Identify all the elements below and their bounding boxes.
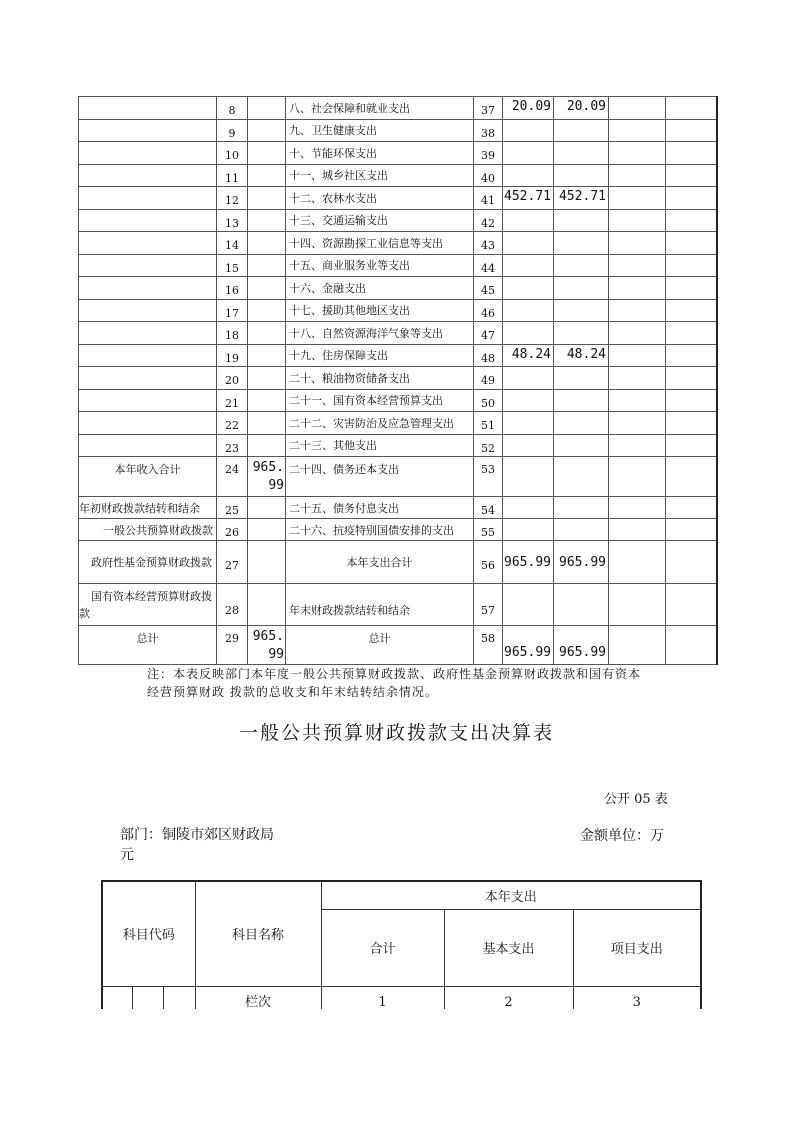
expense-label: 十三、交通运输支出 [286, 209, 474, 232]
expense-general [554, 519, 609, 541]
expense-label: 二十六、抗疫特别国债安排的支出 [286, 519, 474, 541]
expense-line-no: 48 [474, 344, 503, 367]
expense-line-no: 46 [474, 299, 503, 322]
expense-line-no: 42 [474, 209, 503, 232]
expense-total [503, 519, 554, 541]
income-line-no: 25 [217, 497, 248, 519]
expense-line-no: 53 [474, 457, 503, 497]
expense-general [554, 584, 609, 626]
amount-unit-label: 金额单位：万 [580, 828, 664, 844]
expense-total [503, 412, 554, 435]
table-row-income_total [79, 457, 717, 497]
expense-general [554, 434, 609, 457]
expense-total [503, 497, 554, 519]
expense-total [503, 254, 554, 277]
income-value: 965.99 [248, 457, 286, 497]
table-row [79, 209, 717, 232]
header-spend: 本年支出 [321, 881, 701, 909]
expense-fund [609, 344, 666, 367]
expense-state-capital [666, 119, 717, 142]
expense-line-no: 38 [474, 119, 503, 142]
expense-label: 十六、金融支出 [286, 277, 474, 300]
expense-line-no: 37 [474, 97, 503, 120]
income-line-no: 16 [217, 277, 248, 300]
expense-general [554, 412, 609, 435]
income-label: 本年收入合计 [79, 457, 217, 497]
expense-state-capital [666, 457, 717, 497]
income-line-no: 15 [217, 254, 248, 277]
expense-fund [609, 497, 666, 519]
table-row [79, 119, 717, 142]
expense-fund [609, 367, 666, 390]
expense-total: 452.71 [503, 187, 554, 210]
expense-label: 二十一、国有资本经营预算支出 [286, 389, 474, 412]
expense-general [554, 497, 609, 519]
expense-state-capital [666, 344, 717, 367]
income-value [248, 584, 286, 626]
income-line-no: 13 [217, 209, 248, 232]
income-line-no: 26 [217, 519, 248, 541]
expense-label: 十、节能环保支出 [286, 142, 474, 165]
unit-wrap-text: 元 [120, 847, 134, 863]
table-row [79, 322, 717, 345]
expense-line-no: 45 [474, 277, 503, 300]
expense-state-capital [666, 277, 717, 300]
table-row [79, 434, 717, 457]
income-line-no: 29 [217, 626, 248, 665]
income-line-no: 28 [217, 584, 248, 626]
expenditure-table [101, 880, 702, 1027]
income-label [79, 97, 217, 120]
expense-state-capital [666, 389, 717, 412]
expense-state-capital [666, 412, 717, 435]
fiscal-summary-table [78, 96, 718, 665]
table-note: 注：本表反映部门本年度一般公共预算财政拨款、政府性基金预算财政拨款和国有资本经营预算财政 拨款的总收支和年末结转结余情况。 [147, 667, 642, 699]
expense-general: 965.99 [554, 626, 609, 665]
expense-total [503, 322, 554, 345]
expense-general: 20.09 [554, 97, 609, 120]
table-row [79, 344, 717, 367]
expense-general [554, 209, 609, 232]
col-index-3: 3 [573, 986, 701, 1026]
income-value [248, 519, 286, 541]
income-label [79, 254, 217, 277]
expense-state-capital [666, 541, 717, 584]
col-index-2: 2 [444, 986, 573, 1026]
expense-fund [609, 389, 666, 412]
income-line-no: 19 [217, 344, 248, 367]
expense-label: 十九、住房保障支出 [286, 344, 474, 367]
expense-total [503, 434, 554, 457]
table-row [79, 164, 717, 187]
income-value [248, 541, 286, 584]
income-value [248, 142, 286, 165]
income-line-no: 9 [217, 119, 248, 142]
income-label [79, 389, 217, 412]
department-label [120, 825, 274, 865]
income-label [79, 142, 217, 165]
expense-fund [609, 541, 666, 584]
income-value [248, 497, 286, 519]
income-value [248, 434, 286, 457]
expense-total [503, 584, 554, 626]
expense-state-capital [666, 497, 717, 519]
table-row-gov_fund [79, 541, 717, 584]
expense-general [554, 164, 609, 187]
income-label: 一般公共预算财政拨款 [79, 519, 217, 541]
income-value [248, 389, 286, 412]
income-label [79, 299, 217, 322]
income-label [79, 277, 217, 300]
expense-general [554, 142, 609, 165]
department-name: 部门：铜陵市郊区财政局 [120, 827, 274, 843]
header-basic: 基本支出 [444, 909, 573, 986]
header-code: 科目代码 [102, 881, 195, 986]
expense-line-no: 47 [474, 322, 503, 345]
expense-total [503, 232, 554, 255]
expense-line-no: 51 [474, 412, 503, 435]
income-line-no: 17 [217, 299, 248, 322]
table-row [79, 97, 717, 120]
expense-label: 本年支出合计 [286, 541, 474, 584]
expense-state-capital [666, 434, 717, 457]
table-row [79, 367, 717, 390]
expense-total [503, 457, 554, 497]
expense-total: 965.99 [503, 626, 554, 665]
expense-general: 48.24 [554, 344, 609, 367]
expense-fund [609, 187, 666, 210]
expense-line-no: 55 [474, 519, 503, 541]
income-value [248, 232, 286, 255]
expense-total: 20.09 [503, 97, 554, 120]
income-label [79, 119, 217, 142]
income-value: 965.99 [248, 626, 286, 665]
income-line-no: 23 [217, 434, 248, 457]
expense-general [554, 389, 609, 412]
expense-state-capital [666, 367, 717, 390]
income-line-no: 18 [217, 322, 248, 345]
expense-total: 48.24 [503, 344, 554, 367]
expense-fund [609, 97, 666, 120]
income-label [79, 164, 217, 187]
col-index-label: 栏次 [195, 986, 321, 1026]
income-line-no: 22 [217, 412, 248, 435]
table-row-general [79, 519, 717, 541]
expense-label: 二十二、灾害防治及应急管理支出 [286, 412, 474, 435]
expense-line-no: 56 [474, 541, 503, 584]
expense-general [554, 277, 609, 300]
table-row-grand_total [79, 626, 717, 665]
section-title: 一般公共预算财政拨款支出决算表 [238, 722, 554, 744]
expense-total [503, 299, 554, 322]
income-label: 总计 [79, 626, 217, 665]
expense-line-no: 44 [474, 254, 503, 277]
expense-label: 十五、商业服务业等支出 [286, 254, 474, 277]
expense-label: 二十五、债务付息支出 [286, 497, 474, 519]
income-value [248, 97, 286, 120]
income-line-no: 10 [217, 142, 248, 165]
income-value [248, 187, 286, 210]
income-label [79, 322, 217, 345]
income-label [79, 367, 217, 390]
expense-state-capital [666, 322, 717, 345]
expense-state-capital [666, 626, 717, 665]
income-label [79, 344, 217, 367]
expense-label: 二十三、其他支出 [286, 434, 474, 457]
form-number: 公开 05 表 [604, 792, 668, 807]
expense-line-no: 54 [474, 497, 503, 519]
expense-general [554, 254, 609, 277]
income-line-no: 14 [217, 232, 248, 255]
income-line-no: 21 [217, 389, 248, 412]
income-label [79, 209, 217, 232]
expense-general: 452.71 [554, 187, 609, 210]
income-label: 国有资本经营预算财政拨款 [79, 584, 217, 626]
expense-line-no: 41 [474, 187, 503, 210]
expense-fund [609, 457, 666, 497]
table-row [79, 142, 717, 165]
header-project: 项目支出 [573, 909, 701, 986]
expense-state-capital [666, 97, 717, 120]
expense-total [503, 119, 554, 142]
income-line-no: 20 [217, 367, 248, 390]
table-row [79, 187, 717, 210]
expense-label: 十八、自然资源海洋气象等支出 [286, 322, 474, 345]
expense-line-no: 49 [474, 367, 503, 390]
expense-line-no: 50 [474, 389, 503, 412]
expense-total [503, 164, 554, 187]
income-value [248, 277, 286, 300]
expense-line-no: 57 [474, 584, 503, 626]
expense-general: 965.99 [554, 541, 609, 584]
expense-label: 八、社会保障和就业支出 [286, 97, 474, 120]
expense-label: 二十、粮油物资储备支出 [286, 367, 474, 390]
table-row [79, 389, 717, 412]
income-value [248, 209, 286, 232]
table-row-state_capital [79, 584, 717, 626]
page-bottom-mask [0, 1009, 793, 1122]
income-value [248, 119, 286, 142]
income-value [248, 299, 286, 322]
income-value [248, 322, 286, 345]
expense-general [554, 322, 609, 345]
income-label [79, 187, 217, 210]
income-value [248, 412, 286, 435]
table-row [79, 412, 717, 435]
expense-total [503, 367, 554, 390]
expense-state-capital [666, 164, 717, 187]
income-line-no: 24 [217, 457, 248, 497]
expense-line-no: 43 [474, 232, 503, 255]
header-total: 合计 [321, 909, 444, 986]
expense-fund [609, 209, 666, 232]
income-value [248, 164, 286, 187]
expense-total: 965.99 [503, 541, 554, 584]
expense-general [554, 119, 609, 142]
expense-fund [609, 434, 666, 457]
income-line-no: 8 [217, 97, 248, 120]
expense-label: 九、卫生健康支出 [286, 119, 474, 142]
expense-fund [609, 142, 666, 165]
expense-line-no: 39 [474, 142, 503, 165]
expense-fund [609, 584, 666, 626]
expense-line-no: 58 [474, 626, 503, 665]
expense-state-capital [666, 254, 717, 277]
expense-state-capital [666, 142, 717, 165]
expense-total [503, 209, 554, 232]
expense-state-capital [666, 187, 717, 210]
expense-fund [609, 164, 666, 187]
expense-fund [609, 519, 666, 541]
expense-label: 十一、城乡社区支出 [286, 164, 474, 187]
expense-fund [609, 626, 666, 665]
expense-state-capital [666, 209, 717, 232]
expense-fund [609, 232, 666, 255]
expense-line-no: 52 [474, 434, 503, 457]
income-line-no: 27 [217, 541, 248, 584]
expense-state-capital [666, 584, 717, 626]
expense-general [554, 299, 609, 322]
expense-state-capital [666, 232, 717, 255]
expense-general [554, 232, 609, 255]
expense-label: 年末财政拨款结转和结余 [286, 584, 474, 626]
col-index-1: 1 [321, 986, 444, 1026]
table-row [79, 232, 717, 255]
expense-fund [609, 277, 666, 300]
table-row [79, 299, 717, 322]
income-label [79, 412, 217, 435]
header-name: 科目名称 [195, 881, 321, 986]
expense-fund [609, 254, 666, 277]
expense-state-capital [666, 299, 717, 322]
income-line-no: 12 [217, 187, 248, 210]
income-label: 政府性基金预算财政拨款 [79, 541, 217, 584]
expense-label: 十七、援助其他地区支出 [286, 299, 474, 322]
expense-state-capital [666, 519, 717, 541]
income-value [248, 367, 286, 390]
expense-total [503, 277, 554, 300]
expense-total [503, 142, 554, 165]
table-row [79, 277, 717, 300]
table-row-carryover [79, 497, 717, 519]
expense-total [503, 389, 554, 412]
expense-general [554, 457, 609, 497]
income-label [79, 434, 217, 457]
expense-label: 十四、资源勘探工业信息等支出 [286, 232, 474, 255]
expense-fund [609, 412, 666, 435]
expense-fund [609, 119, 666, 142]
income-value [248, 254, 286, 277]
income-label [79, 232, 217, 255]
expense-line-no: 40 [474, 164, 503, 187]
expense-label: 总计 [286, 626, 474, 665]
income-value [248, 344, 286, 367]
income-line-no: 11 [217, 164, 248, 187]
table-row [79, 254, 717, 277]
expense-fund [609, 322, 666, 345]
income-label: 年初财政拨款结转和结余 [79, 497, 217, 519]
expense-label: 十二、农林水支出 [286, 187, 474, 210]
expense-general [554, 367, 609, 390]
expense-label: 二十四、债务还本支出 [286, 457, 474, 497]
expense-fund [609, 299, 666, 322]
